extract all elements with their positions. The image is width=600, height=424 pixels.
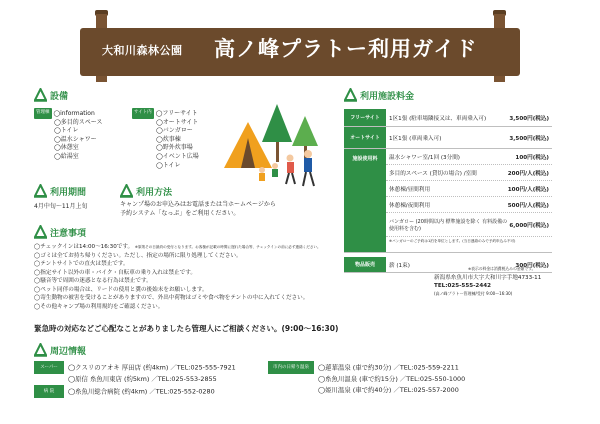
note-item bbox=[34, 243, 334, 252]
note-item: ◯ペット同伴の場合は、リードの使用と糞の後始末をお願いします。 bbox=[34, 286, 208, 293]
spacer bbox=[268, 389, 314, 391]
fee-desc: 薪 (1束) bbox=[389, 262, 410, 269]
period-text: 4月中旬〜11月上旬 bbox=[34, 203, 88, 210]
nearby-item: ◯原信 糸魚川東店 (約5km) ／TEL:025-553-2855 bbox=[68, 375, 217, 383]
fees-header bbox=[344, 88, 414, 102]
spacer bbox=[268, 378, 314, 380]
facilities-title: 設備 bbox=[50, 91, 69, 102]
fee-label: 施設使用料 bbox=[344, 149, 386, 252]
facility-item: ◯温水シャワー bbox=[54, 135, 97, 143]
notes-title: 注意事項 bbox=[50, 228, 87, 239]
emergency-notice: 緊急時の対応などご心配なことがありましたら管理人にご相談ください。(9:00〜16:30) bbox=[34, 324, 339, 333]
facility-item: ◯バンガロー bbox=[156, 127, 193, 135]
fee-desc: 1区1張 (駐車場隣接又は、車両乗入可) bbox=[389, 115, 487, 122]
note-item: ◯ゴミは全てお持ち帰りください。ただし、指定の場所に限り処理してください。 bbox=[34, 252, 242, 259]
method-title: 利用方法 bbox=[136, 187, 173, 198]
fee-sub-row bbox=[386, 197, 552, 213]
nearby-title: 周辺情報 bbox=[50, 346, 87, 357]
fee-desc: 休憩棟/昼間利用 bbox=[389, 186, 431, 193]
fee-table bbox=[344, 109, 552, 273]
nearby-item: ◯蓮華温泉 (車で約30分) ／TEL:025-559-2211 bbox=[318, 363, 459, 372]
tent-icon bbox=[120, 184, 133, 198]
tent-icon bbox=[344, 88, 357, 102]
site-tag: サイト内 bbox=[132, 108, 154, 119]
facility-item: ◯オートサイト bbox=[156, 118, 199, 126]
hospital-tag: 病 院 bbox=[34, 385, 64, 398]
note-item: ◯その他キャンプ場の利用規約をご確認ください。 bbox=[34, 303, 164, 310]
tent-icon bbox=[34, 225, 47, 239]
phone: TEL:025-555-2442 bbox=[434, 283, 492, 289]
fee-sub-row bbox=[386, 213, 552, 237]
tent-icon bbox=[34, 88, 47, 102]
page-title: 高ノ峰プラトー利用ガイド bbox=[214, 37, 478, 61]
fee-price: 6,000円(税込) bbox=[509, 222, 549, 229]
notes-list bbox=[34, 243, 334, 311]
camping-illustration bbox=[220, 100, 330, 192]
method-text bbox=[120, 201, 276, 218]
fee-price: 200円/人(税込) bbox=[507, 170, 549, 177]
fee-price: 3,500円(税込) bbox=[509, 115, 549, 122]
note-item: ◯指定サイト以外の車・バイク・自転車の乗り入れは禁止です。 bbox=[34, 269, 196, 276]
nearby-item: ◯糸魚川総合病院 (約4km) ／TEL:025-552-0280 bbox=[68, 387, 215, 396]
fee-price: 3,500円(税込) bbox=[509, 135, 549, 142]
fee-row-facility bbox=[344, 149, 552, 253]
fee-desc: 1区1張 (車両乗入可) bbox=[389, 135, 442, 142]
admin-building-tag: 管理棟 bbox=[34, 108, 52, 119]
fee-desc: 休憩棟/夜間利用 bbox=[389, 202, 431, 209]
fee-label: オートサイト bbox=[344, 127, 386, 148]
facility-item: ◯information bbox=[53, 109, 95, 117]
nearby-item: ◯糸魚川温泉 (車で約15分) ／TEL:025-550-1000 bbox=[318, 375, 466, 383]
facility-item: ◯多目的スペース bbox=[54, 118, 103, 126]
fee-price: 100円/人(税込) bbox=[507, 186, 549, 193]
nearby-item: ◯姫川温泉 (車で約40分) ／TEL:025-557-2000 bbox=[318, 386, 459, 394]
method-line: キャンプ場のお申込みはお電話または当ホームページから bbox=[120, 201, 276, 208]
facility-item: ◯給湯室 bbox=[54, 152, 79, 160]
fee-sub-row bbox=[386, 149, 552, 165]
facility-item: ◯トイレ bbox=[54, 127, 79, 135]
address: 新潟県糸魚川市大字大和川字手地4733-11 bbox=[434, 275, 542, 281]
fee-desc: 多目的スペース (貸切の場合) /室間 bbox=[389, 170, 477, 177]
note-text: ◯チェックインは14:00〜16:30です。 bbox=[34, 244, 134, 250]
fee-label: フリーサイト bbox=[344, 109, 386, 126]
fee-price: 100円(税込) bbox=[515, 154, 549, 161]
method-line: 予約システム「なっぷ」をご利用ください。 bbox=[120, 209, 240, 217]
fee-label: 物品販売 bbox=[344, 257, 386, 272]
nearby-header bbox=[34, 343, 86, 357]
fee-desc: バンガロー (20時間以内 標準施設を除く 有料設備の使用料を含む) bbox=[389, 218, 508, 232]
supermarket-tag: スーパー bbox=[34, 361, 64, 374]
fee-desc: 温水シャワー室/1回 (3分間) bbox=[389, 154, 460, 161]
fee-sub-row bbox=[386, 181, 552, 197]
fee-row-auto-site bbox=[344, 127, 552, 149]
method-header bbox=[120, 184, 172, 198]
facilities-group1 bbox=[34, 108, 102, 162]
bungalow-note: ※バンガローのご予約は1泊を単位とします。(当日連絡のみで予約申込み不可) bbox=[389, 239, 516, 243]
facility-item: ◯フリーサイト bbox=[155, 109, 198, 117]
facility-item: ◯イベント広場 bbox=[156, 152, 199, 160]
onsen-tag: 市内の日帰り温泉 bbox=[268, 361, 314, 374]
period-header bbox=[34, 184, 86, 198]
nearby-left bbox=[34, 361, 236, 398]
fee-row-free-site bbox=[344, 109, 552, 127]
checkin-note: ※原則その日最終の受付となります。お客様が記載の時間に遅れた場合等、チェックインの前に必ず連絡ください。 bbox=[134, 245, 321, 249]
facility-item: ◯野外炊事場 bbox=[156, 144, 193, 152]
note-item: ◯テントサイトでの直火は禁止です。 bbox=[34, 261, 129, 267]
fee-sub-row bbox=[386, 165, 552, 181]
facility-item: ◯休憩室 bbox=[54, 144, 79, 152]
tent-icon bbox=[34, 184, 47, 198]
contact-block bbox=[434, 274, 541, 298]
tent-icon bbox=[34, 343, 47, 357]
office-hours: (高ノ峰プラトー管理棟/受付 9:00〜16:30) bbox=[434, 291, 513, 296]
facility-item: ◯炊事棟 bbox=[156, 135, 181, 143]
notes-header bbox=[34, 225, 86, 239]
fees-title: 利用施設料金 bbox=[360, 91, 415, 102]
note-item: ◯騒音等で周囲の迷惑となる行為は禁止です。 bbox=[34, 278, 152, 284]
note-item: ◯寄生動物の被害を受けることがありますので、外出中荷物はゴミや食べ物をテントの中に入れてください。 bbox=[34, 295, 309, 301]
spacer bbox=[34, 378, 64, 380]
facility-item: ◯トイレ bbox=[156, 161, 181, 169]
nearby-item: ◯クスリのアオキ 厚田店 (約4km) ／TEL:025-555-7921 bbox=[68, 363, 236, 372]
fee-price: 500円/人(税込) bbox=[507, 202, 549, 209]
nearby-right bbox=[268, 361, 465, 396]
tax-footnote: ※表示の料金は消費税込みの金額です。 bbox=[468, 266, 536, 271]
facilities-group2 bbox=[132, 108, 199, 170]
period-title: 利用期間 bbox=[50, 187, 87, 198]
park-name: 大和川森林公園 bbox=[102, 44, 183, 57]
facilities-header bbox=[34, 88, 68, 102]
fee-price: 300円(税込) bbox=[515, 262, 549, 269]
